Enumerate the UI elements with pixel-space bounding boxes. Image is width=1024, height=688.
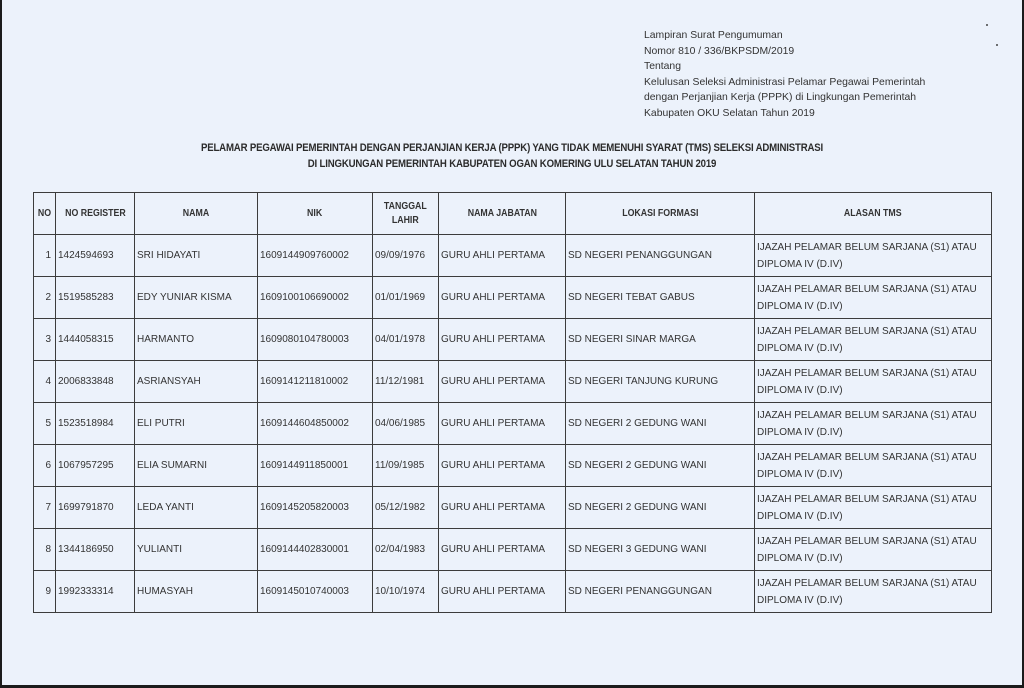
cell-nama: ASRIANSYAH [135,361,258,403]
cell-no: 8 [34,529,56,571]
cell-jabatan: GURU AHLI PERTAMA [439,571,566,613]
cell-alasan: IJAZAH PELAMAR BELUM SARJANA (S1) ATAU DIPLOMA IV (D.IV) [755,235,992,277]
cell-jabatan: GURU AHLI PERTAMA [439,529,566,571]
cell-nik: 1609144604850002 [258,403,373,445]
cell-jabatan: GURU AHLI PERTAMA [439,487,566,529]
table-row [34,529,992,571]
cell-no: 6 [34,445,56,487]
letterhead-line: Kelulusan Seleksi Administrasi Pelamar Pegawai Pemerintah [644,76,926,88]
cell-nik: 1609144909760002 [258,235,373,277]
cell-nama: EDY YUNIAR KISMA [135,277,258,319]
cell-jabatan: GURU AHLI PERTAMA [439,445,566,487]
letterhead [644,28,925,122]
col-header-nik: NIK [258,193,373,235]
col-header-alasan: ALASAN TMS [755,193,992,235]
cell-nik: 1609100106690002 [258,277,373,319]
table-row [34,319,992,361]
cell-alasan: IJAZAH PELAMAR BELUM SARJANA (S1) ATAU DIPLOMA IV (D.IV) [755,403,992,445]
cell-no: 5 [34,403,56,445]
col-header-tanggal-lahir: TANGGAL LAHIR [373,193,439,235]
cell-lokasi: SD NEGERI SINAR MARGA [566,319,755,361]
cell-alasan: IJAZAH PELAMAR BELUM SARJANA (S1) ATAU DIPLOMA IV (D.IV) [755,571,992,613]
cell-tanggal-lahir: 09/09/1976 [373,235,439,277]
cell-nik: 1609144911850001 [258,445,373,487]
title-line-2: DI LINGKUNGAN PEMERINTAH KABUPATEN OGAN KOMERING ULU SELATAN TAHUN 2019 [307,158,717,170]
cell-nik: 1609145010740003 [258,571,373,613]
scan-speck [986,24,988,26]
cell-register: 1519585283 [56,277,135,319]
cell-no: 2 [34,277,56,319]
cell-nik: 1609145205820003 [258,487,373,529]
cell-alasan: IJAZAH PELAMAR BELUM SARJANA (S1) ATAU DIPLOMA IV (D.IV) [755,487,992,529]
cell-register: 1444058315 [56,319,135,361]
table-row [34,277,992,319]
cell-nama: SRI HIDAYATI [135,235,258,277]
letterhead-line: dengan Perjanjian Kerja (PPPK) di Lingkungan Pemerintah [644,92,917,104]
table-row [34,487,992,529]
scan-speck [996,44,998,46]
col-header-register: NO REGISTER [56,193,135,235]
cell-nama: ELI PUTRI [135,403,258,445]
cell-tanggal-lahir: 05/12/1982 [373,487,439,529]
cell-lokasi: SD NEGERI PENANGGUNGAN [566,235,755,277]
cell-nama: LEDA YANTI [135,487,258,529]
cell-alasan: IJAZAH PELAMAR BELUM SARJANA (S1) ATAU DIPLOMA IV (D.IV) [755,529,992,571]
letterhead-line: Kabupaten OKU Selatan Tahun 2019 [644,107,815,119]
cell-alasan: IJAZAH PELAMAR BELUM SARJANA (S1) ATAU DIPLOMA IV (D.IV) [755,361,992,403]
cell-no: 7 [34,487,56,529]
table-row [34,571,992,613]
tms-applicants-table [33,192,992,613]
cell-tanggal-lahir: 02/04/1983 [373,529,439,571]
cell-register: 1344186950 [56,529,135,571]
cell-lokasi: SD NEGERI TANJUNG KURUNG [566,361,755,403]
cell-nik: 1609141211810002 [258,361,373,403]
col-header-lokasi: LOKASI FORMASI [566,193,755,235]
cell-register: 2006833848 [56,361,135,403]
table-row [34,361,992,403]
cell-jabatan: GURU AHLI PERTAMA [439,403,566,445]
cell-nama: ELIA SUMARNI [135,445,258,487]
cell-nama: HUMASYAH [135,571,258,613]
document-page [2,0,1022,685]
cell-register: 1067957295 [56,445,135,487]
cell-jabatan: GURU AHLI PERTAMA [439,235,566,277]
cell-tanggal-lahir: 11/12/1981 [373,361,439,403]
cell-jabatan: GURU AHLI PERTAMA [439,361,566,403]
cell-nik: 1609080104780003 [258,319,373,361]
cell-register: 1424594693 [56,235,135,277]
cell-tanggal-lahir: 11/09/1985 [373,445,439,487]
cell-nik: 1609144402830001 [258,529,373,571]
cell-tanggal-lahir: 10/10/1974 [373,571,439,613]
cell-lokasi: SD NEGERI PENANGGUNGAN [566,571,755,613]
cell-lokasi: SD NEGERI TEBAT GABUS [566,277,755,319]
cell-alasan: IJAZAH PELAMAR BELUM SARJANA (S1) ATAU DIPLOMA IV (D.IV) [755,445,992,487]
cell-nama: HARMANTO [135,319,258,361]
cell-tanggal-lahir: 01/01/1969 [373,277,439,319]
col-header-no: NO [34,193,56,235]
document-title [73,140,950,172]
table-row [34,403,992,445]
col-header-jabatan: NAMA JABATAN [439,193,566,235]
cell-jabatan: GURU AHLI PERTAMA [439,319,566,361]
col-header-nama: NAMA [135,193,258,235]
cell-lokasi: SD NEGERI 2 GEDUNG WANI [566,445,755,487]
cell-no: 3 [34,319,56,361]
letterhead-line: Tentang [644,61,681,73]
table-row [34,235,992,277]
cell-jabatan: GURU AHLI PERTAMA [439,277,566,319]
title-line-1: PELAMAR PEGAWAI PEMERINTAH DENGAN PERJANJIAN KERJA (PPPK) YANG TIDAK MEMENUHI SYARAT (TMS) SELEKSI ADMINISTRASI [200,142,824,154]
cell-lokasi: SD NEGERI 2 GEDUNG WANI [566,487,755,529]
cell-no: 1 [34,235,56,277]
cell-tanggal-lahir: 04/06/1985 [373,403,439,445]
cell-nama: YULIANTI [135,529,258,571]
cell-no: 9 [34,571,56,613]
letterhead-line: Nomor 810 / 336/BKPSDM/2019 [644,45,795,57]
cell-register: 1699791870 [56,487,135,529]
table-row [34,445,992,487]
cell-lokasi: SD NEGERI 2 GEDUNG WANI [566,403,755,445]
cell-no: 4 [34,361,56,403]
cell-alasan: IJAZAH PELAMAR BELUM SARJANA (S1) ATAU DIPLOMA IV (D.IV) [755,319,992,361]
cell-register: 1992333314 [56,571,135,613]
cell-lokasi: SD NEGERI 3 GEDUNG WANI [566,529,755,571]
letterhead-line: Lampiran Surat Pengumuman [644,30,783,41]
table-header-row [34,193,992,235]
cell-register: 1523518984 [56,403,135,445]
cell-alasan: IJAZAH PELAMAR BELUM SARJANA (S1) ATAU DIPLOMA IV (D.IV) [755,277,992,319]
cell-tanggal-lahir: 04/01/1978 [373,319,439,361]
